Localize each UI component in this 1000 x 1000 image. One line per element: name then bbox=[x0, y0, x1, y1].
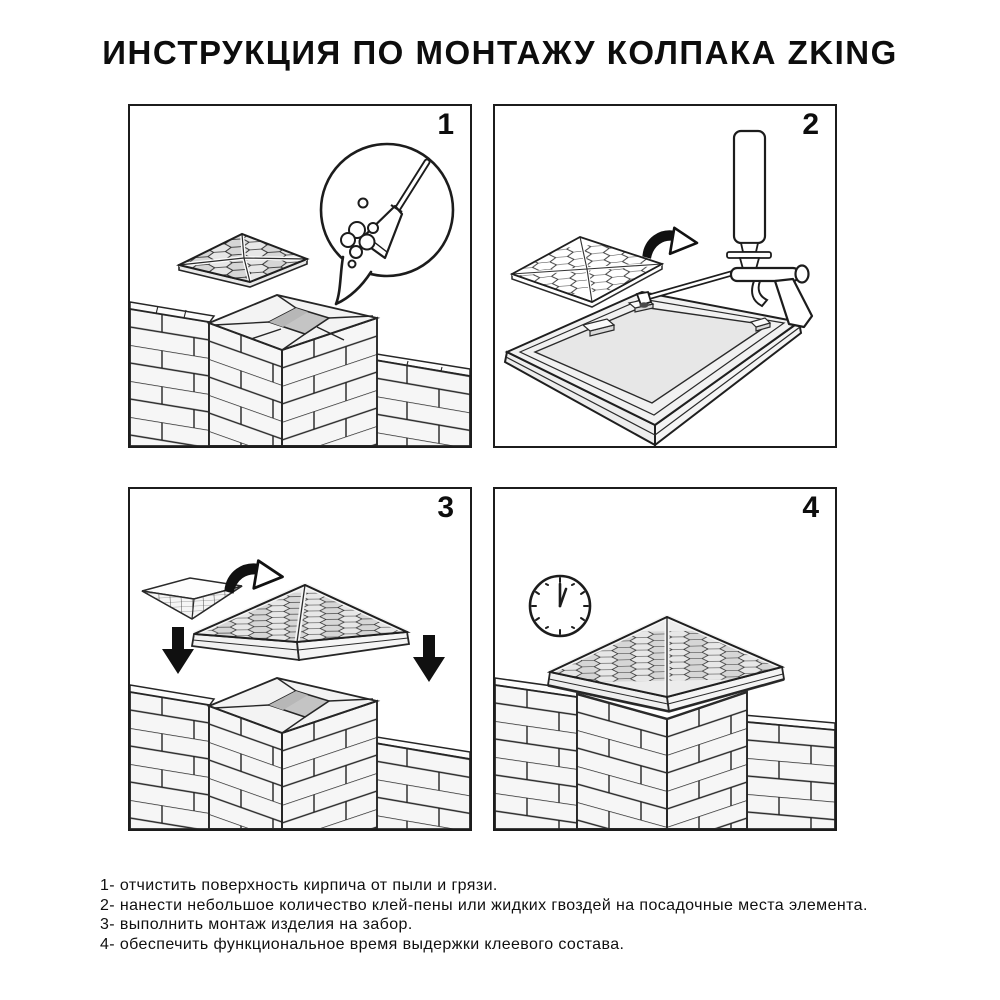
brick-pillar bbox=[209, 295, 379, 446]
step-panel-2 bbox=[493, 104, 837, 448]
flip-arrow-icon bbox=[643, 228, 697, 258]
gun-knob bbox=[796, 266, 809, 283]
illustration-mount-cap bbox=[130, 489, 470, 829]
down-arrow-right-icon bbox=[413, 635, 445, 682]
panel-number: 1 bbox=[437, 108, 454, 141]
flip-arrow-icon bbox=[225, 561, 283, 593]
brick-wall-left bbox=[130, 302, 216, 446]
brick-wall-left bbox=[495, 678, 583, 829]
panel-number: 2 bbox=[802, 108, 819, 141]
step-line-3: 3- выполнить монтаж изделия на забор. bbox=[100, 916, 413, 934]
page-title: ИНСТРУКЦИЯ ПО МОНТАЖУ КОЛПАКА ZKING bbox=[102, 34, 898, 71]
step-panel-3 bbox=[128, 487, 472, 831]
cap-underside-tray bbox=[505, 292, 801, 445]
illustration-clean-pillar bbox=[130, 106, 470, 446]
illustration-apply-glue bbox=[495, 106, 835, 446]
instruction-steps bbox=[100, 876, 960, 954]
brick-pillar bbox=[577, 691, 749, 829]
step-line-4: 4- обеспечить функциональное время выдержки клеевого состава. bbox=[100, 935, 625, 953]
panel-number: 4 bbox=[802, 491, 819, 524]
clock-icon bbox=[530, 576, 590, 636]
step-line-1: 1- отчистить поверхность кирпича от пыли и грязи. bbox=[100, 877, 498, 894]
foam-dab bbox=[640, 302, 649, 308]
pillar-cap-product bbox=[163, 229, 326, 287]
down-arrow-left-icon bbox=[162, 627, 194, 674]
step-panel-1 bbox=[128, 104, 472, 448]
brick-wall-right bbox=[370, 736, 470, 829]
gun-trigger bbox=[752, 281, 767, 306]
step-line-2: 2- нанести небольшое количество клей-пены или жидких гвоздей на посадочные места элемента. bbox=[100, 896, 868, 914]
illustration-cure-time bbox=[495, 489, 835, 829]
brick-pillar bbox=[209, 678, 379, 829]
foam-canister bbox=[734, 131, 765, 243]
step-panel-4 bbox=[493, 487, 837, 831]
brick-wall-right bbox=[743, 715, 835, 829]
brick-wall-left bbox=[130, 685, 216, 829]
panel-number: 3 bbox=[437, 491, 454, 524]
brick-wall-right bbox=[370, 353, 470, 446]
